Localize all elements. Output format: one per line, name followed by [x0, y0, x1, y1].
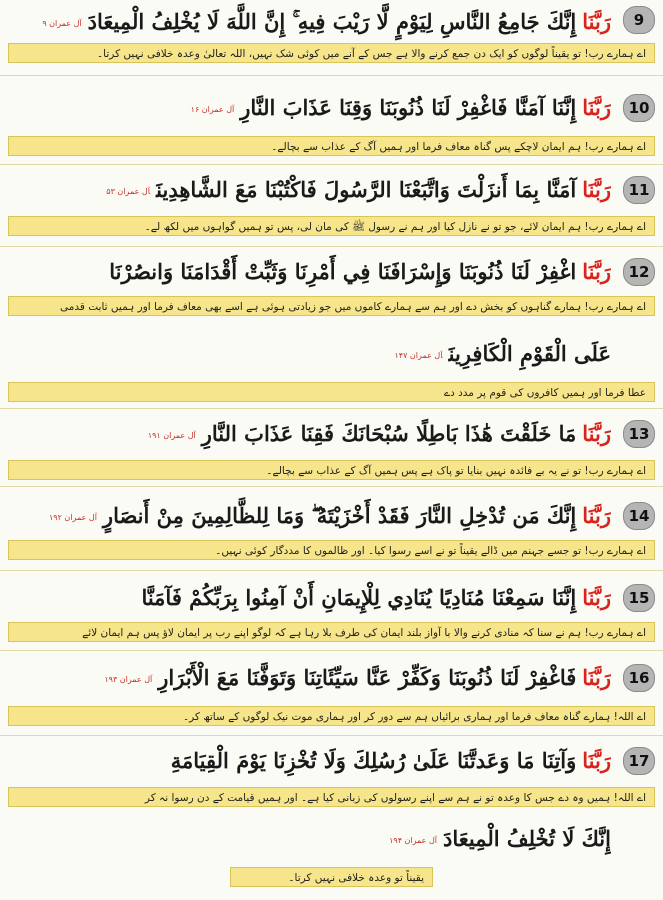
dua-entry-16 [0, 652, 663, 732]
arabic-verse [8, 496, 611, 536]
arabic-verse [8, 658, 611, 698]
dua-number-badge: 15 [623, 584, 655, 612]
dua-number-badge: 12 [623, 258, 655, 286]
divider [0, 650, 663, 651]
arabic-text: إِنَّنَا سَمِعْنَا مُنَادِيًا يُنَادِي لِلْإِيمَانِ أَنْ آمِنُوا بِرَبِّكُمْ فَآمَنَّا [141, 585, 577, 610]
dua-number-badge: 17 [623, 747, 655, 775]
arabic-verse [160, 819, 611, 859]
arabic-verse [8, 88, 611, 128]
arabic-verse [8, 578, 611, 618]
urdu-translation: عطا فرما اور ہمیں کافروں کی قوم پر مدد دے [8, 382, 655, 402]
dua-entry-17 [0, 737, 663, 817]
dua-number-badge: 13 [623, 420, 655, 448]
arabic-verse [8, 414, 611, 454]
rabbana-word: رَبَّنَا [582, 259, 611, 284]
surah-reference: آل عمران ۱۹۱ [147, 430, 196, 440]
arabic-text: فَاغْفِرْ لَنَا ذُنُوبَنَا وَكَفِّرْ عَنَّا سَيِّئَاتِنَا وَتَوَفَّنَا مَعَ الْأَبْرَارِ [158, 665, 577, 690]
urdu-translation: اے ہمارے رب! ہمارے گناہوں کو بخش دے اور ہم سے ہمارے کاموں میں جو زیادتی ہوئی ہے اسے بھی معاف فرما اور ہمیں ثابت قدمی [8, 296, 655, 316]
surah-reference: آل عمران ۹ [42, 18, 82, 28]
divider [0, 75, 663, 76]
arabic-verse [8, 170, 611, 210]
arabic-text: وَآتِنَا مَا وَعَدتَّنَا عَلَىٰ رُسُلِكَ وَلَا تُخْزِنَا يَوْمَ الْقِيَامَةِ [170, 748, 577, 773]
urdu-translation: اے ہمارے رب! تو نے یہ بے فائدہ نہیں بنایا تو پاک ہے پس ہمیں آگ کے عذاب سے بچالے۔ [8, 460, 655, 480]
divider [0, 570, 663, 571]
rabbana-word: رَبَّنَا [582, 421, 611, 446]
urdu-translation: یقیناً تو وعدہ خلافی نہیں کرتا۔ [230, 867, 433, 887]
dua-entry-11 [0, 166, 663, 244]
rabbana-word: رَبَّنَا [582, 9, 611, 34]
divider [0, 164, 663, 165]
dua-entry-9 [0, 0, 663, 68]
surah-reference: آل عمران ۵۳ [106, 186, 151, 196]
dua-entry-10 [0, 82, 663, 160]
rabbana-word: رَبَّنَا [582, 177, 611, 202]
arabic-verse [8, 252, 611, 292]
rabbana-word: رَبَّنَا [582, 665, 611, 690]
arabic-text: إِنَّنَا آمَنَّا فَاغْفِرْ لَنَا ذُنُوبَنَا وَقِنَا عَذَابَ النَّارِ [240, 95, 577, 120]
dua-entry-14 [0, 488, 663, 564]
dua-number-badge: 16 [623, 664, 655, 692]
arabic-text: مَا خَلَقْتَ هَٰذَا بَاطِلًا سُبْحَانَكَ فَقِنَا عَذَابَ النَّارِ [201, 421, 577, 446]
dua-entry-17-continued [0, 815, 663, 895]
rabbana-word: رَبَّنَا [582, 585, 611, 610]
urdu-translation: اے ہمارے رب! ہم ایمان لائے، جو تو نے نازل کیا اور ہم نے رسول ﷺ کی مان لی، پس تو ہمیں گواہوں میں لکھ لے۔ [8, 216, 655, 236]
urdu-translation: اے ہمارے رب! ہم نے سنا کہ منادی کرنے والا با آواز بلند ایمان کی طرف بلا رہا ہے کہ لوگو اپنے رب پر ایمان لاؤ پس ہم ایمان لائے [8, 622, 655, 642]
arabic-text: إِنَّكَ مَن تُدْخِلِ النَّارَ فَقَدْ أَخْزَيْتَهُ ۖ وَمَا لِلظَّالِمِينَ مِنْ أَنصَارٍ [102, 503, 577, 528]
divider [0, 735, 663, 736]
dua-number-badge: 9 [623, 6, 655, 34]
dua-number-badge: 14 [623, 502, 655, 530]
divider [0, 408, 663, 409]
arabic-verse [8, 334, 611, 374]
urdu-translation: اے ہمارے رب! تو جسے جہنم میں ڈالے یقیناً تو نے اسے رسوا کیا۔ اور ظالموں کا مددگار کوئی نہیں۔ [8, 540, 655, 560]
surah-reference: آل عمران ۱۶ [190, 104, 235, 114]
arabic-verse [8, 2, 611, 42]
rabbana-word: رَبَّنَا [582, 503, 611, 528]
urdu-translation: اے اللہ! ہمارے گناہ معاف فرما اور ہماری برائیاں ہم سے دور کر اور ہماری موت نیک لوگوں کے ساتھ کر۔ [8, 706, 655, 726]
divider [0, 246, 663, 247]
divider [0, 486, 663, 487]
arabic-text: اغْفِرْ لَنَا ذُنُوبَنَا وَإِسْرَافَنَا فِي أَمْرِنَا وَثَبِّتْ أَقْدَامَنَا وَانصُرْنَا [109, 259, 577, 284]
surah-reference: آل عمران ۱۴۷ [394, 350, 443, 360]
rabbana-word: رَبَّنَا [582, 748, 611, 773]
urdu-translation: اے ہمارے رب! ہم ایمان لاچکے پس گناہ معاف فرما اور ہمیں آگ کے عذاب سے بچالے۔ [8, 136, 655, 156]
dua-entry-13 [0, 410, 663, 484]
surah-reference: آل عمران ۱۹۴ [389, 835, 438, 845]
dua-entry-12 [0, 248, 663, 330]
arabic-verse [8, 741, 611, 781]
arabic-text: عَلَى الْقَوْمِ الْكَافِرِينَ [448, 341, 611, 366]
surah-reference: آل عمران ۱۹۳ [104, 674, 153, 684]
urdu-translation: اے ہمارے رب! تو یقیناً لوگوں کو ایک دن جمع کرنے والا ہے جس کے آنے میں کوئی شک نہیں، اللہ تعالیٰ وعدہ خلافی نہیں کرتا۔ [8, 43, 655, 63]
arabic-text: إِنَّكَ لَا تُخْلِفُ الْمِيعَادَ [443, 826, 611, 851]
dua-entry-12-continued [0, 330, 663, 406]
arabic-text: إِنَّكَ جَامِعُ النَّاسِ لِيَوْمٍ لَّا رَيْبَ فِيهِ ۚ إِنَّ اللَّهَ لَا يُخْلِفُ الْمِيعَادَ [87, 9, 577, 34]
dua-number-badge: 11 [623, 176, 655, 204]
dua-number-badge: 10 [623, 94, 655, 122]
rabbana-word: رَبَّنَا [582, 95, 611, 120]
dua-entry-15 [0, 572, 663, 648]
urdu-translation: اے اللہ! ہمیں وہ دے جس کا وعدہ تو نے ہم سے اپنے رسولوں کی زبانی کیا ہے۔ اور ہمیں قیامت کے دن رسوا نہ کر [8, 787, 655, 807]
surah-reference: آل عمران ۱۹۲ [49, 512, 97, 522]
arabic-text: آمَنَّا بِمَا أَنزَلْتَ وَاتَّبَعْنَا الرَّسُولَ فَاكْتُبْنَا مَعَ الشَّاهِدِينَ [156, 177, 577, 202]
